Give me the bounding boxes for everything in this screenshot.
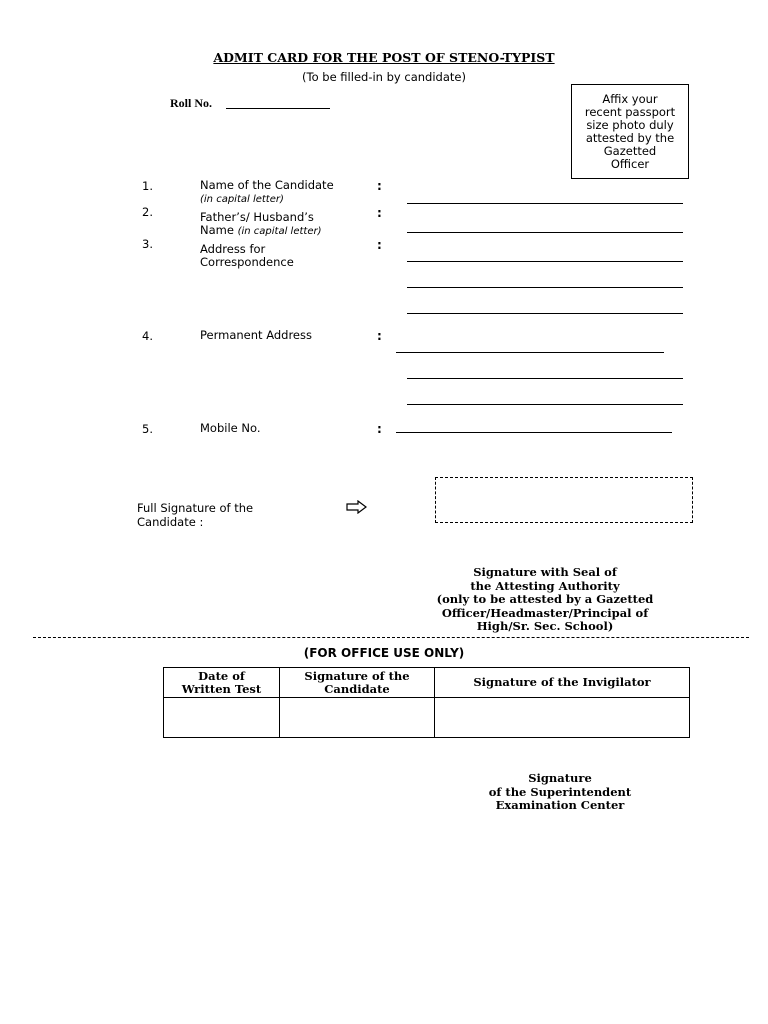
field-label-correspondence-address bbox=[200, 243, 294, 269]
field-label-father-name bbox=[200, 211, 322, 238]
office-use-heading: (FOR OFFICE USE ONLY) bbox=[303, 646, 465, 660]
document-title: ADMIT CARD FOR THE POST OF STENO-TYPIST bbox=[213, 50, 555, 65]
office-use-table bbox=[163, 667, 690, 738]
roll-number-blank[interactable] bbox=[226, 108, 330, 109]
field-colon: : bbox=[377, 329, 382, 343]
mobile-number-blank[interactable] bbox=[396, 432, 672, 433]
field-number: 5. bbox=[142, 422, 153, 436]
field-label-text: Name of the Candidate bbox=[200, 178, 334, 192]
attesting-line: Officer/Headmaster/Principal of bbox=[441, 605, 649, 620]
signature-label-text: Full Signature of the bbox=[137, 501, 254, 515]
field-label-text: Name bbox=[200, 223, 234, 237]
column-header-candidate-signature bbox=[280, 668, 435, 698]
header-text: Date of bbox=[198, 668, 245, 683]
signature-box[interactable] bbox=[435, 477, 693, 523]
field-label-text: Father’s/ Husband’s bbox=[200, 210, 314, 224]
attesting-line: (only to be attested by a Gazetted bbox=[436, 592, 654, 606]
field-label-permanent-address: Permanent Address bbox=[200, 328, 312, 342]
permanent-address-blank-2[interactable] bbox=[407, 378, 683, 379]
cut-line-divider bbox=[33, 637, 749, 638]
attesting-line: the Attesting Authority bbox=[470, 578, 620, 593]
column-header-invigilator-signature bbox=[435, 668, 690, 698]
photo-box-line: attested by the bbox=[585, 131, 675, 145]
field-number: 1. bbox=[142, 179, 153, 193]
superintendent-line: Examination Center bbox=[495, 798, 625, 812]
correspondence-address-blank-3[interactable] bbox=[407, 313, 683, 314]
correspondence-address-blank-1[interactable] bbox=[407, 261, 683, 262]
full-signature-label bbox=[137, 501, 253, 529]
header-text: Candidate bbox=[324, 681, 390, 696]
header-text: Signature of the bbox=[304, 668, 410, 683]
correspondence-address-blank-2[interactable] bbox=[407, 287, 683, 288]
field-colon: : bbox=[377, 422, 382, 436]
father-name-blank[interactable] bbox=[407, 232, 683, 233]
photo-box-line: Affix your bbox=[602, 92, 658, 106]
superintendent-signature-block bbox=[470, 772, 650, 813]
right-arrow-icon bbox=[346, 500, 368, 517]
field-label-text: Correspondence bbox=[200, 255, 294, 269]
header-text: Written Test bbox=[181, 681, 262, 696]
superintendent-line: of the Superintendent bbox=[488, 784, 632, 799]
field-colon: : bbox=[377, 179, 382, 193]
field-colon: : bbox=[377, 206, 382, 220]
field-number: 4. bbox=[142, 329, 153, 343]
field-label-mobile: Mobile No. bbox=[200, 421, 261, 435]
permanent-address-blank-3[interactable] bbox=[407, 404, 683, 405]
field-note: (in capital letter) bbox=[237, 226, 322, 237]
field-note: (in capital letter) bbox=[200, 194, 284, 205]
field-label-text: Address for bbox=[200, 242, 266, 256]
signature-label-text: Candidate : bbox=[137, 515, 204, 529]
attesting-line: High/Sr. Sec. School) bbox=[476, 619, 614, 633]
roll-number-label: Roll No. bbox=[170, 96, 212, 110]
photo-box-line: size photo duly bbox=[586, 118, 674, 132]
invigilator-signature-cell[interactable] bbox=[435, 698, 690, 738]
field-number: 3. bbox=[142, 237, 153, 251]
attesting-line: Signature with Seal of bbox=[473, 565, 617, 579]
date-cell[interactable] bbox=[164, 698, 280, 738]
field-colon: : bbox=[377, 238, 382, 252]
photo-box-line: Officer bbox=[610, 157, 650, 171]
photo-box-line: Gazetted bbox=[603, 144, 657, 158]
document-subtitle: (To be filled-in by candidate) bbox=[302, 70, 466, 84]
photo-box-line: recent passport bbox=[584, 105, 676, 119]
superintendent-line: Signature bbox=[528, 771, 592, 785]
field-label-name bbox=[200, 179, 334, 206]
candidate-signature-cell[interactable] bbox=[280, 698, 435, 738]
header-text: Signature of the Invigilator bbox=[473, 675, 651, 689]
permanent-address-blank-1[interactable] bbox=[396, 352, 664, 353]
attesting-authority-block bbox=[400, 566, 690, 634]
column-header-date bbox=[164, 668, 280, 698]
photo-box bbox=[571, 84, 689, 179]
candidate-name-blank[interactable] bbox=[407, 203, 683, 204]
field-number: 2. bbox=[142, 205, 153, 219]
